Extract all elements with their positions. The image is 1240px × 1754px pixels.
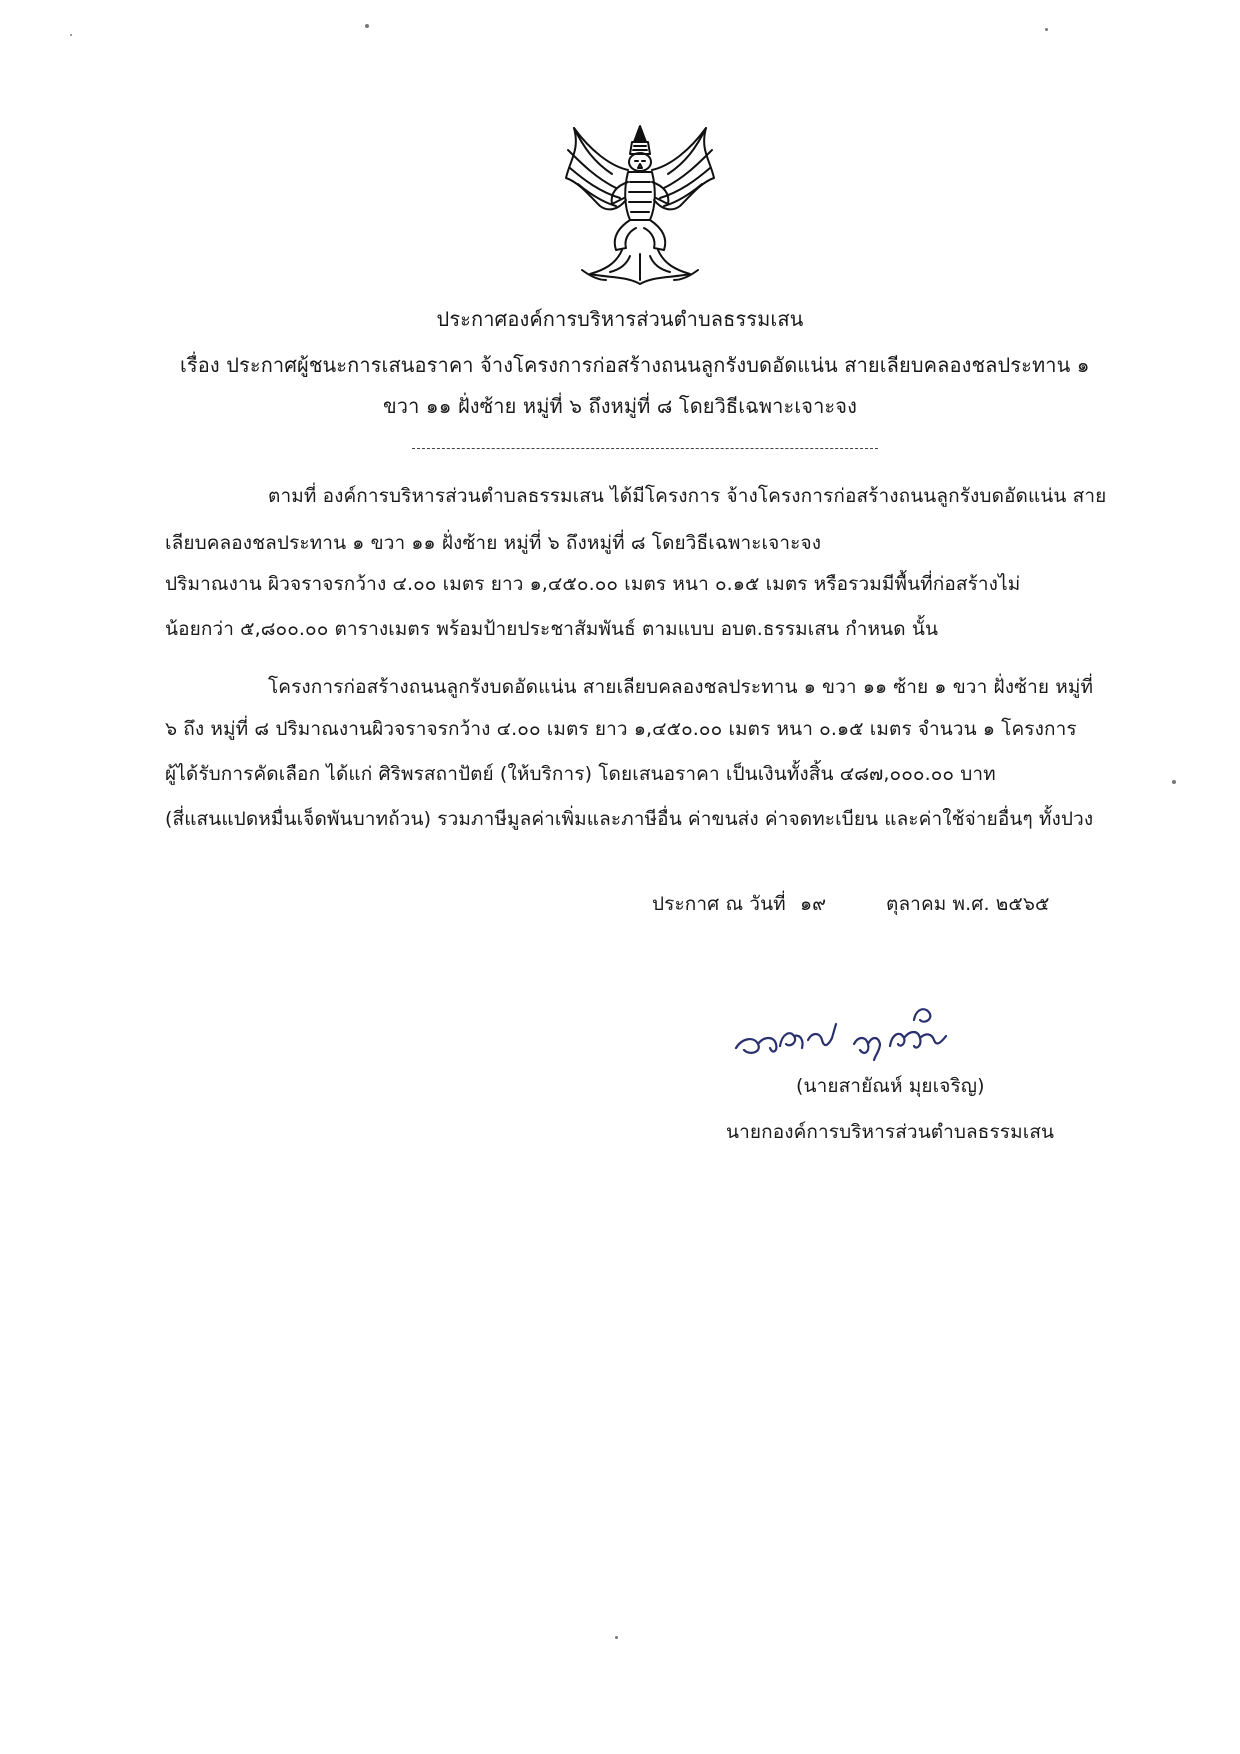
handwritten-signature [728, 990, 988, 1070]
paragraph-2-line-2: ๖ ถึง หมู่ที่ ๘ ปริมาณงานผิวจราจรกว้าง ๔.๐๐ เมตร ยาว ๑,๔๕๐.๐๐ เมตร หนา ๐.๑๕ เมตร จำนวน ๑ โครงการ [165, 718, 1077, 740]
subject-line-2: ขวา ๑๑ ฝั่งซ้าย หมู่ที่ ๖ ถึงหมู่ที่ ๘ โดยวิธีเฉพาะเจาะจง [383, 394, 857, 418]
announcement-day: ๑๙ [800, 893, 827, 915]
garuda-emblem-icon [560, 120, 720, 290]
scan-speck [615, 1636, 618, 1639]
paragraph-2-line-1: โครงการก่อสร้างถนนลูกรังบดอัดแน่น สายเลียบคลองชลประทาน ๑ ขวา ๑๑ ซ้าย ๑ ขวา ฝั่งซ้าย หมู่ที่ [268, 676, 1094, 698]
scan-speck [1045, 28, 1048, 31]
announcement-month-year: ตุลาคม พ.ศ. ๒๕๖๕ [886, 893, 1050, 915]
paragraph-1-line-3: ปริมาณงาน ผิวจราจรกว้าง ๔.๐๐ เมตร ยาว ๑,๔๕๐.๐๐ เมตร หนา ๐.๑๕ เมตร หรือรวมมีพื้นที่ก่อสร้างไม่ [165, 573, 1021, 595]
signatory-position: นายกองค์การบริหารส่วนตำบลธรรมเสน [726, 1121, 1055, 1143]
signatory-name: (นายสายัณห์ มุยเจริญ) [796, 1075, 985, 1097]
org-announcement-title: ประกาศองค์การบริหารส่วนตำบลธรรมเสน [436, 307, 804, 331]
announcement-prefix: ประกาศ ณ วันที่ [652, 893, 786, 915]
paragraph-2-line-3: ผู้ได้รับการคัดเลือก ได้แก่ ศิริพรสถาปัตย์ (ให้บริการ) โดยเสนอราคา เป็นเงินทั้งสิ้น ๔๘๗,๐๐๐.๐๐ บาท [165, 763, 996, 785]
paragraph-2-line-4: (สี่แสนแปดหมื่นเจ็ดพันบาทถ้วน) รวมภาษีมูลค่าเพิ่มและภาษีอื่น ค่าขนส่ง ค่าจดทะเบียน และค่าใช้จ่ายอื่นๆ ทั้งปวง [165, 808, 1094, 830]
scan-speck [365, 24, 369, 28]
paragraph-1-line-4: น้อยกว่า ๕,๘๐๐.๐๐ ตารางเมตร พร้อมป้ายประชาสัมพันธ์ ตามแบบ อบต.ธรรมเสน กำหนด นั้น [165, 618, 939, 640]
scan-speck [70, 34, 72, 36]
scan-speck [1172, 780, 1176, 784]
subject-line-1: เรื่อง ประกาศผู้ชนะการเสนอราคา จ้างโครงการก่อสร้างถนนลูกรังบดอัดแน่น สายเลียบคลองชลประทาน ๑ [180, 353, 1090, 377]
paragraph-1-line-2: เลียบคลองชลประทาน ๑ ขวา ๑๑ ฝั่งซ้าย หมู่ที่ ๖ ถึงหมู่ที่ ๘ โดยวิธีเฉพาะเจาะจง [165, 532, 822, 554]
separator-dashed-line [412, 448, 878, 449]
paragraph-1-line-1: ตามที่ องค์การบริหารส่วนตำบลธรรมเสน ได้มีโครงการ จ้างโครงการก่อสร้างถนนลูกรังบดอัดแน่น สาย [268, 485, 1107, 507]
